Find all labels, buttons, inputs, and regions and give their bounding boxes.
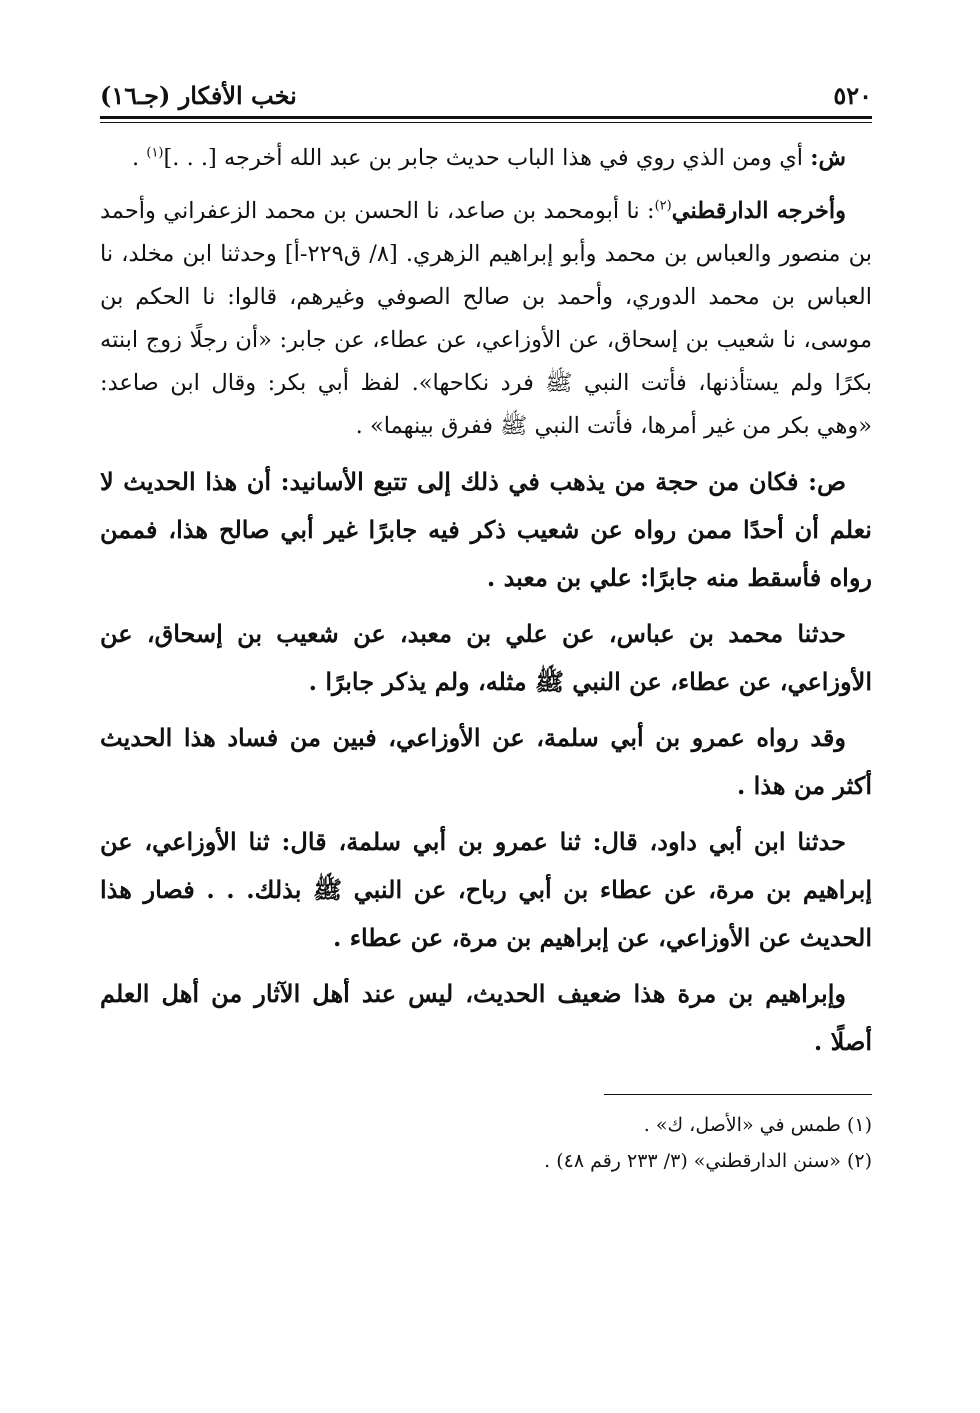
paragraph-lead: وأخرجه الدارقطني xyxy=(671,198,846,224)
header-rule-thick xyxy=(100,116,872,119)
paragraph-ellipsis: [. . .] xyxy=(163,145,217,171)
footnote-ref-2[interactable]: (٢) xyxy=(654,198,672,214)
running-title: نخب الأفكار (جـ١٦) xyxy=(100,81,297,110)
paragraph-matn-4: حدثنا ابن أبي داود، قال: ثنا عمرو بن أبي سلمة، قال: ثنا الأوزاعي، عن إبراهيم بن مرة، عن عطاء بن أبي رباح، عن النبي ﷺ بذلك. . . فصار هذا الحديث عن الأوزاعي، عن إبراهيم بن مرة، عن عطاء . xyxy=(100,827,872,952)
footnotes xyxy=(100,1107,872,1179)
paragraph-matn-1: ص: فكان من حجة من يذهب في ذلك إلى تتبع الأسانيد: أن هذا الحديث لا نعلم أن أحدًا ممن رواه عن شعيب ذكر فيه جابرًا غير أبي صالح هذا، فممن رواه فأسقط منه جابرًا: علي بن معبد . xyxy=(100,467,872,592)
footnote-2: (٢) «سنن الدارقطني» (٣/ ٢٣٣ رقم ٤٨) . xyxy=(544,1150,872,1172)
paragraph-end: . xyxy=(132,145,147,171)
paragraph-matn-2: حدثنا محمد بن عباس، عن علي بن معبد، عن شعيب بن إسحاق، عن الأوزاعي، عن عطاء، عن النبي ﷺ مثله، ولم يذكر جابرًا . xyxy=(100,619,872,696)
paragraph-daraqutni xyxy=(100,190,872,448)
page-header xyxy=(100,78,872,114)
book-page xyxy=(100,78,872,1179)
paragraph-matn-3: وقد رواه عمرو بن أبي سلمة، عن الأوزاعي، فبين من فساد هذا الحديث أكثر من هذا . xyxy=(100,723,872,800)
footnote-1: (١) طمس في «الأصل، ك» . xyxy=(643,1114,872,1136)
page-number: ٥٢٠ xyxy=(833,81,872,110)
paragraph-text: : نا أبومحمد بن صاعد، نا الحسن بن محمد الزعفراني وأحمد بن منصور والعباس بن محمد وأبو إبراهيم الزهري. [٨/ ق٢٢٩-أ] وحدثنا ابن مخلد، نا العباس بن محمد الدوري، وأحمد بن صالح الصوفي وغيرهم، قالوا: نا الحكم بن موسى، نا شعيب بن إسحاق، عن الأوزاعي، عن عطاء، عن جابر: «أن رجلًا زوج ابنته بكرًا ولم يستأذنها، فأتت النبي ﷺ فرد نكاحها». لفظ أبي بكر: وقال ابن صاعد: «وهي بكر من غير أمرها، فأتت النبي ﷺ ففرق بينهما» . xyxy=(100,198,872,439)
paragraph-matn-5: وإبراهيم بن مرة هذا ضعيف الحديث، ليس عند أهل الآثار من أهل العلم أصلًا . xyxy=(100,979,872,1056)
header-rule-thin xyxy=(100,122,872,123)
paragraph-lead: ش: xyxy=(810,145,846,171)
paragraph-commentary-1 xyxy=(100,137,872,180)
footnote-separator xyxy=(604,1094,872,1095)
paragraph-text: أي ومن الذي روي في هذا الباب حديث جابر بن عبد الله أخرجه xyxy=(223,145,811,171)
page-body xyxy=(100,137,872,1066)
footnote-ref-1[interactable]: (١) xyxy=(146,145,164,161)
